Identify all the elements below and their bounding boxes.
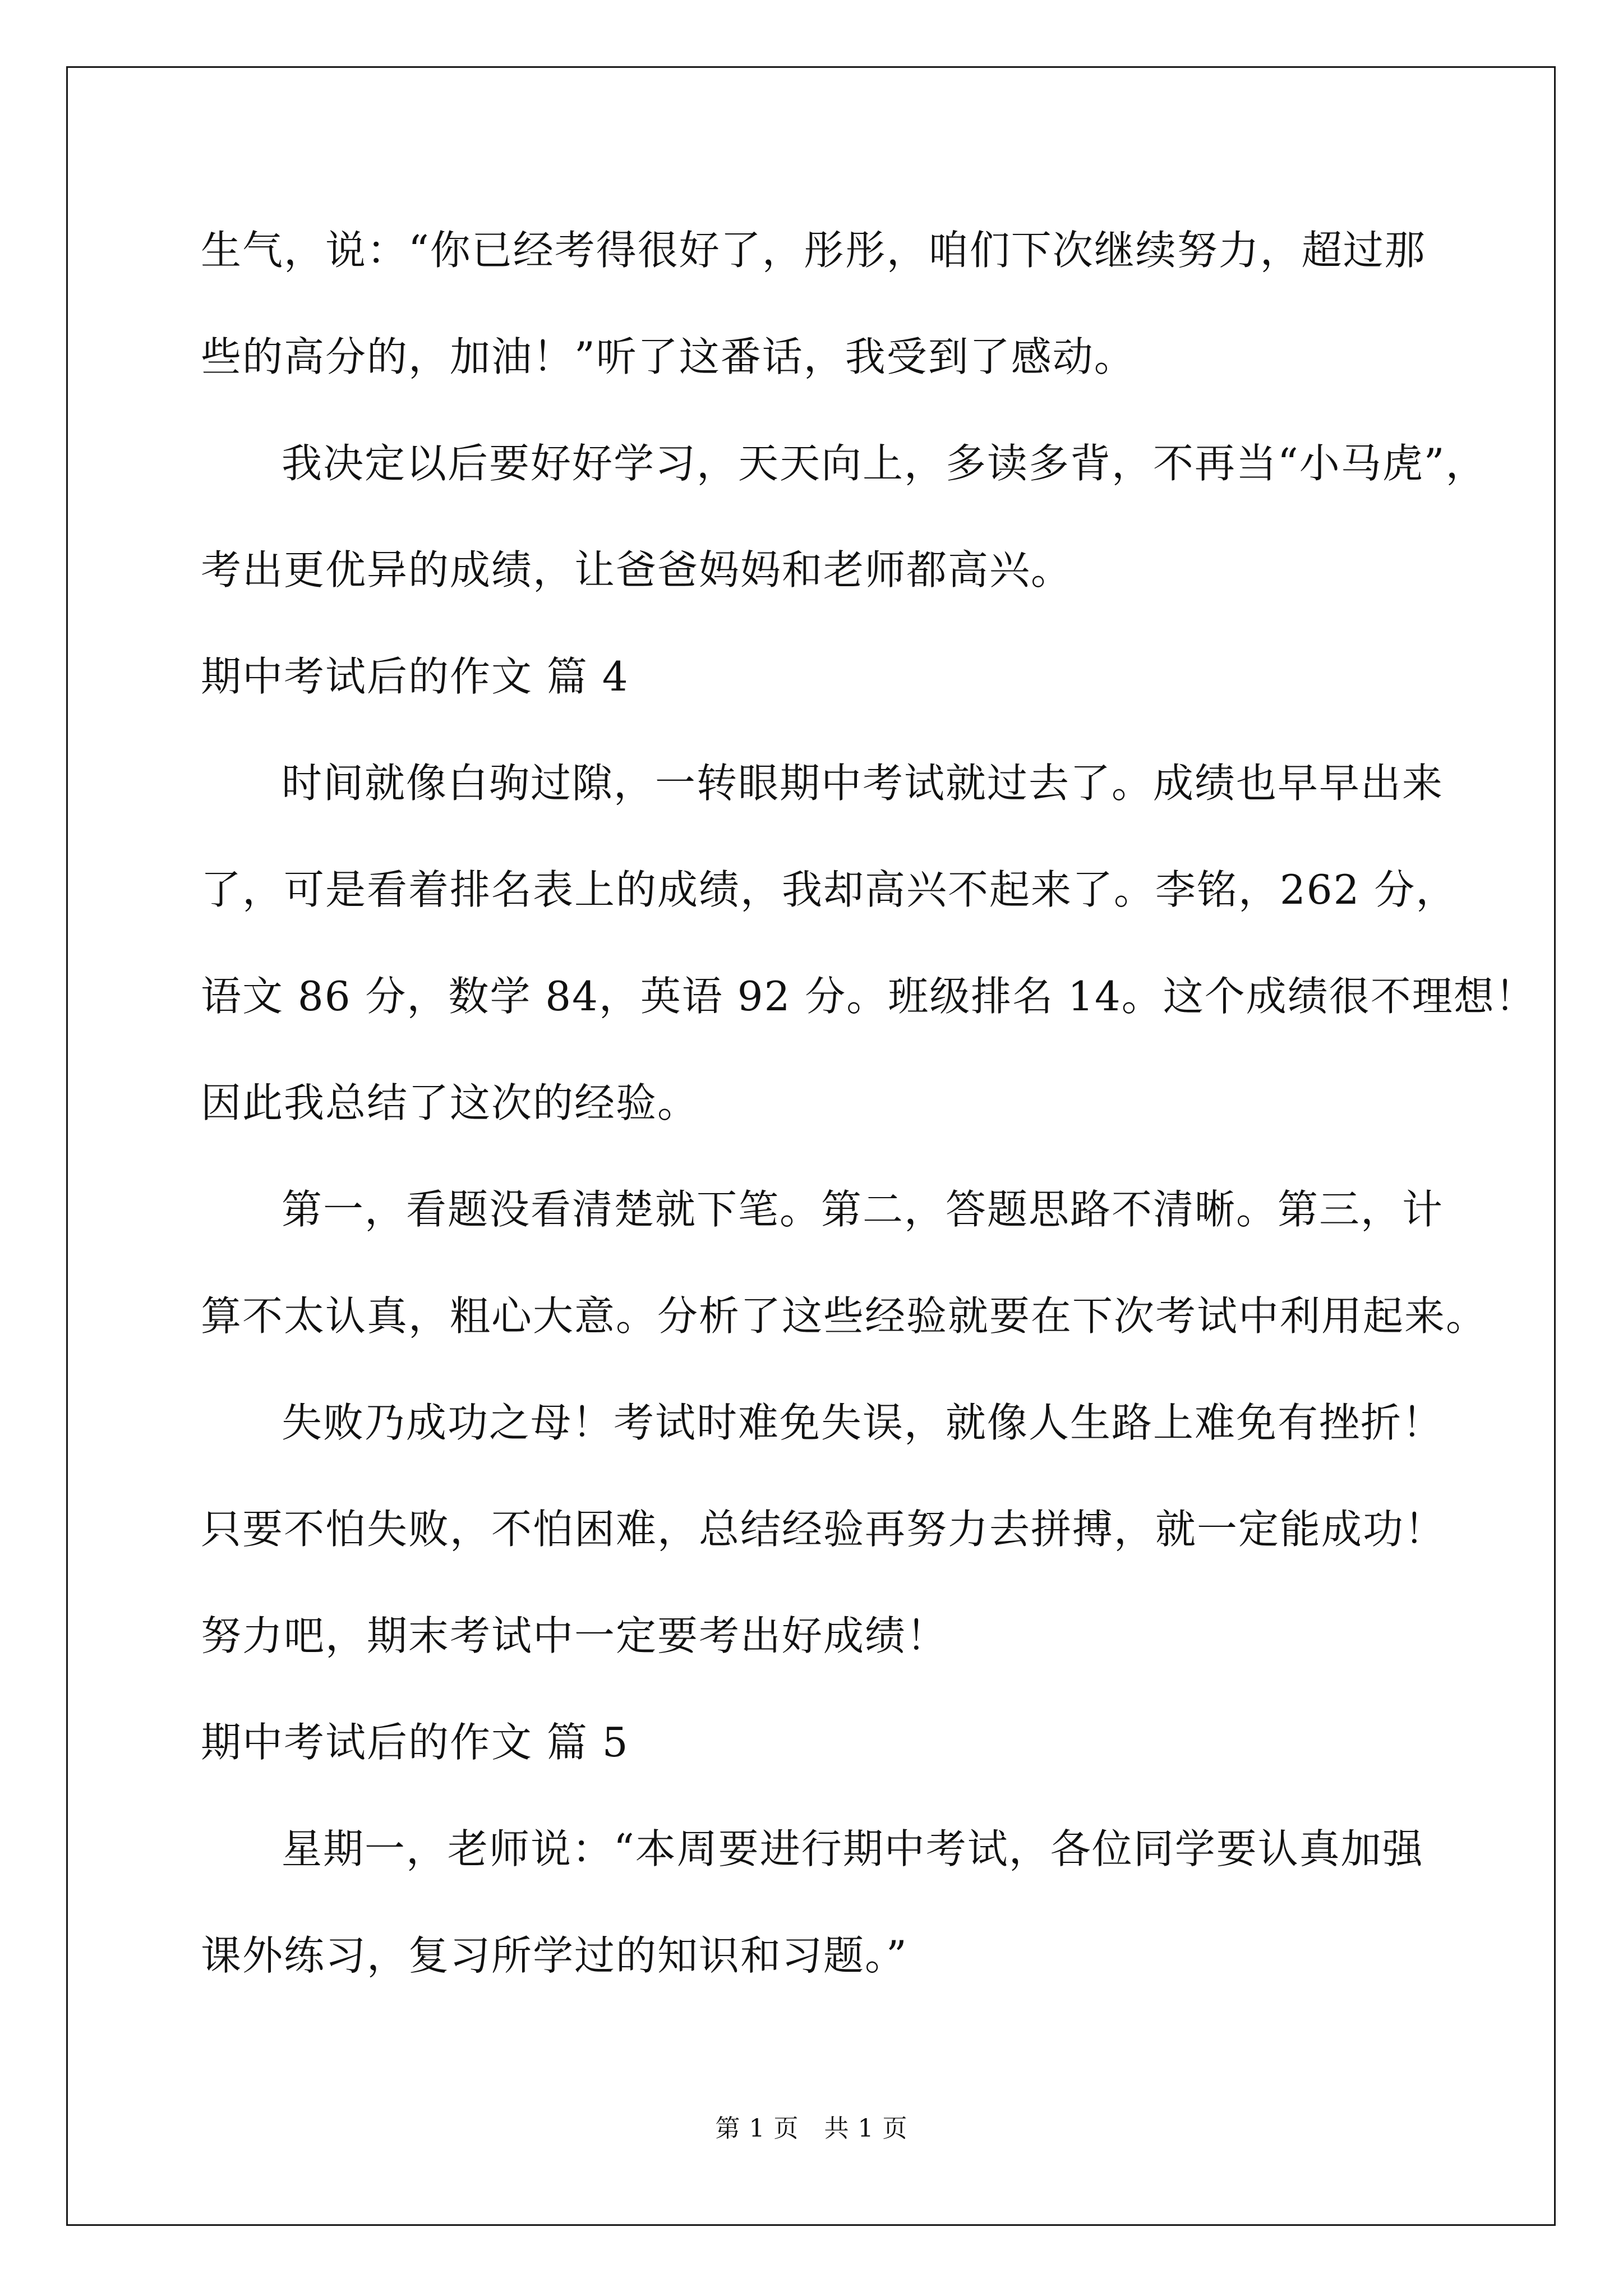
paragraph-line: 第一，看题没看清楚就下笔。第二，答题思路不清晰。第三，计: [282, 1186, 1444, 1233]
paragraph-line: 因此我总结了这次的经验。: [201, 1079, 699, 1126]
paragraph-line: 些的高分的，加油！”听了这番话，我受到了感动。: [201, 333, 1136, 380]
page-border: [66, 66, 1556, 2226]
paragraph-line: 失败乃成功之母！考试时难免失误，就像人生路上难免有挫折！: [282, 1399, 1444, 1446]
paragraph-line: 星期一，老师说：“本周要进行期中考试，各位同学要认真加强: [282, 1825, 1424, 1872]
paragraph-line: 语文 86 分，数学 84，英语 92 分。班级排名 14。这个成绩很不理想！: [201, 973, 1537, 1020]
paragraph-line: 课外练习，复习所学过的知识和习题。”: [201, 1932, 908, 1979]
section-heading: 期中考试后的作文 篇 5: [201, 1719, 629, 1766]
paragraph-line: 只要不怕失败，不怕困难，总结经验再努力去拼搏，就一定能成功！: [201, 1506, 1446, 1553]
paragraph-line: 我决定以后要好好学习，天天向上，多读多背，不再当“小马虎”，: [282, 440, 1487, 487]
paragraph-line: 算不太认真，粗心大意。分析了这些经验就要在下次考试中利用起来。: [201, 1292, 1488, 1340]
paragraph-line: 努力吧，期末考试中一定要考出好成绩！: [201, 1612, 948, 1659]
paragraph-line: 生气，说：“你已经考得很好了，彤彤，咱们下次继续努力，超过那: [201, 227, 1426, 274]
page-number-footer: 第 1 页 共 1 页: [715, 2114, 908, 2143]
paragraph-line: 时间就像白驹过隙，一转眼期中考试就过去了。成绩也早早出来: [282, 760, 1444, 807]
paragraph-line: 了，可是看着排名表上的成绩，我却高兴不起来了。李铭，262 分，: [201, 866, 1458, 913]
section-heading: 期中考试后的作文 篇 4: [201, 653, 629, 700]
paragraph-line: 考出更优异的成绩，让爸爸妈妈和老师都高兴。: [201, 546, 1073, 593]
